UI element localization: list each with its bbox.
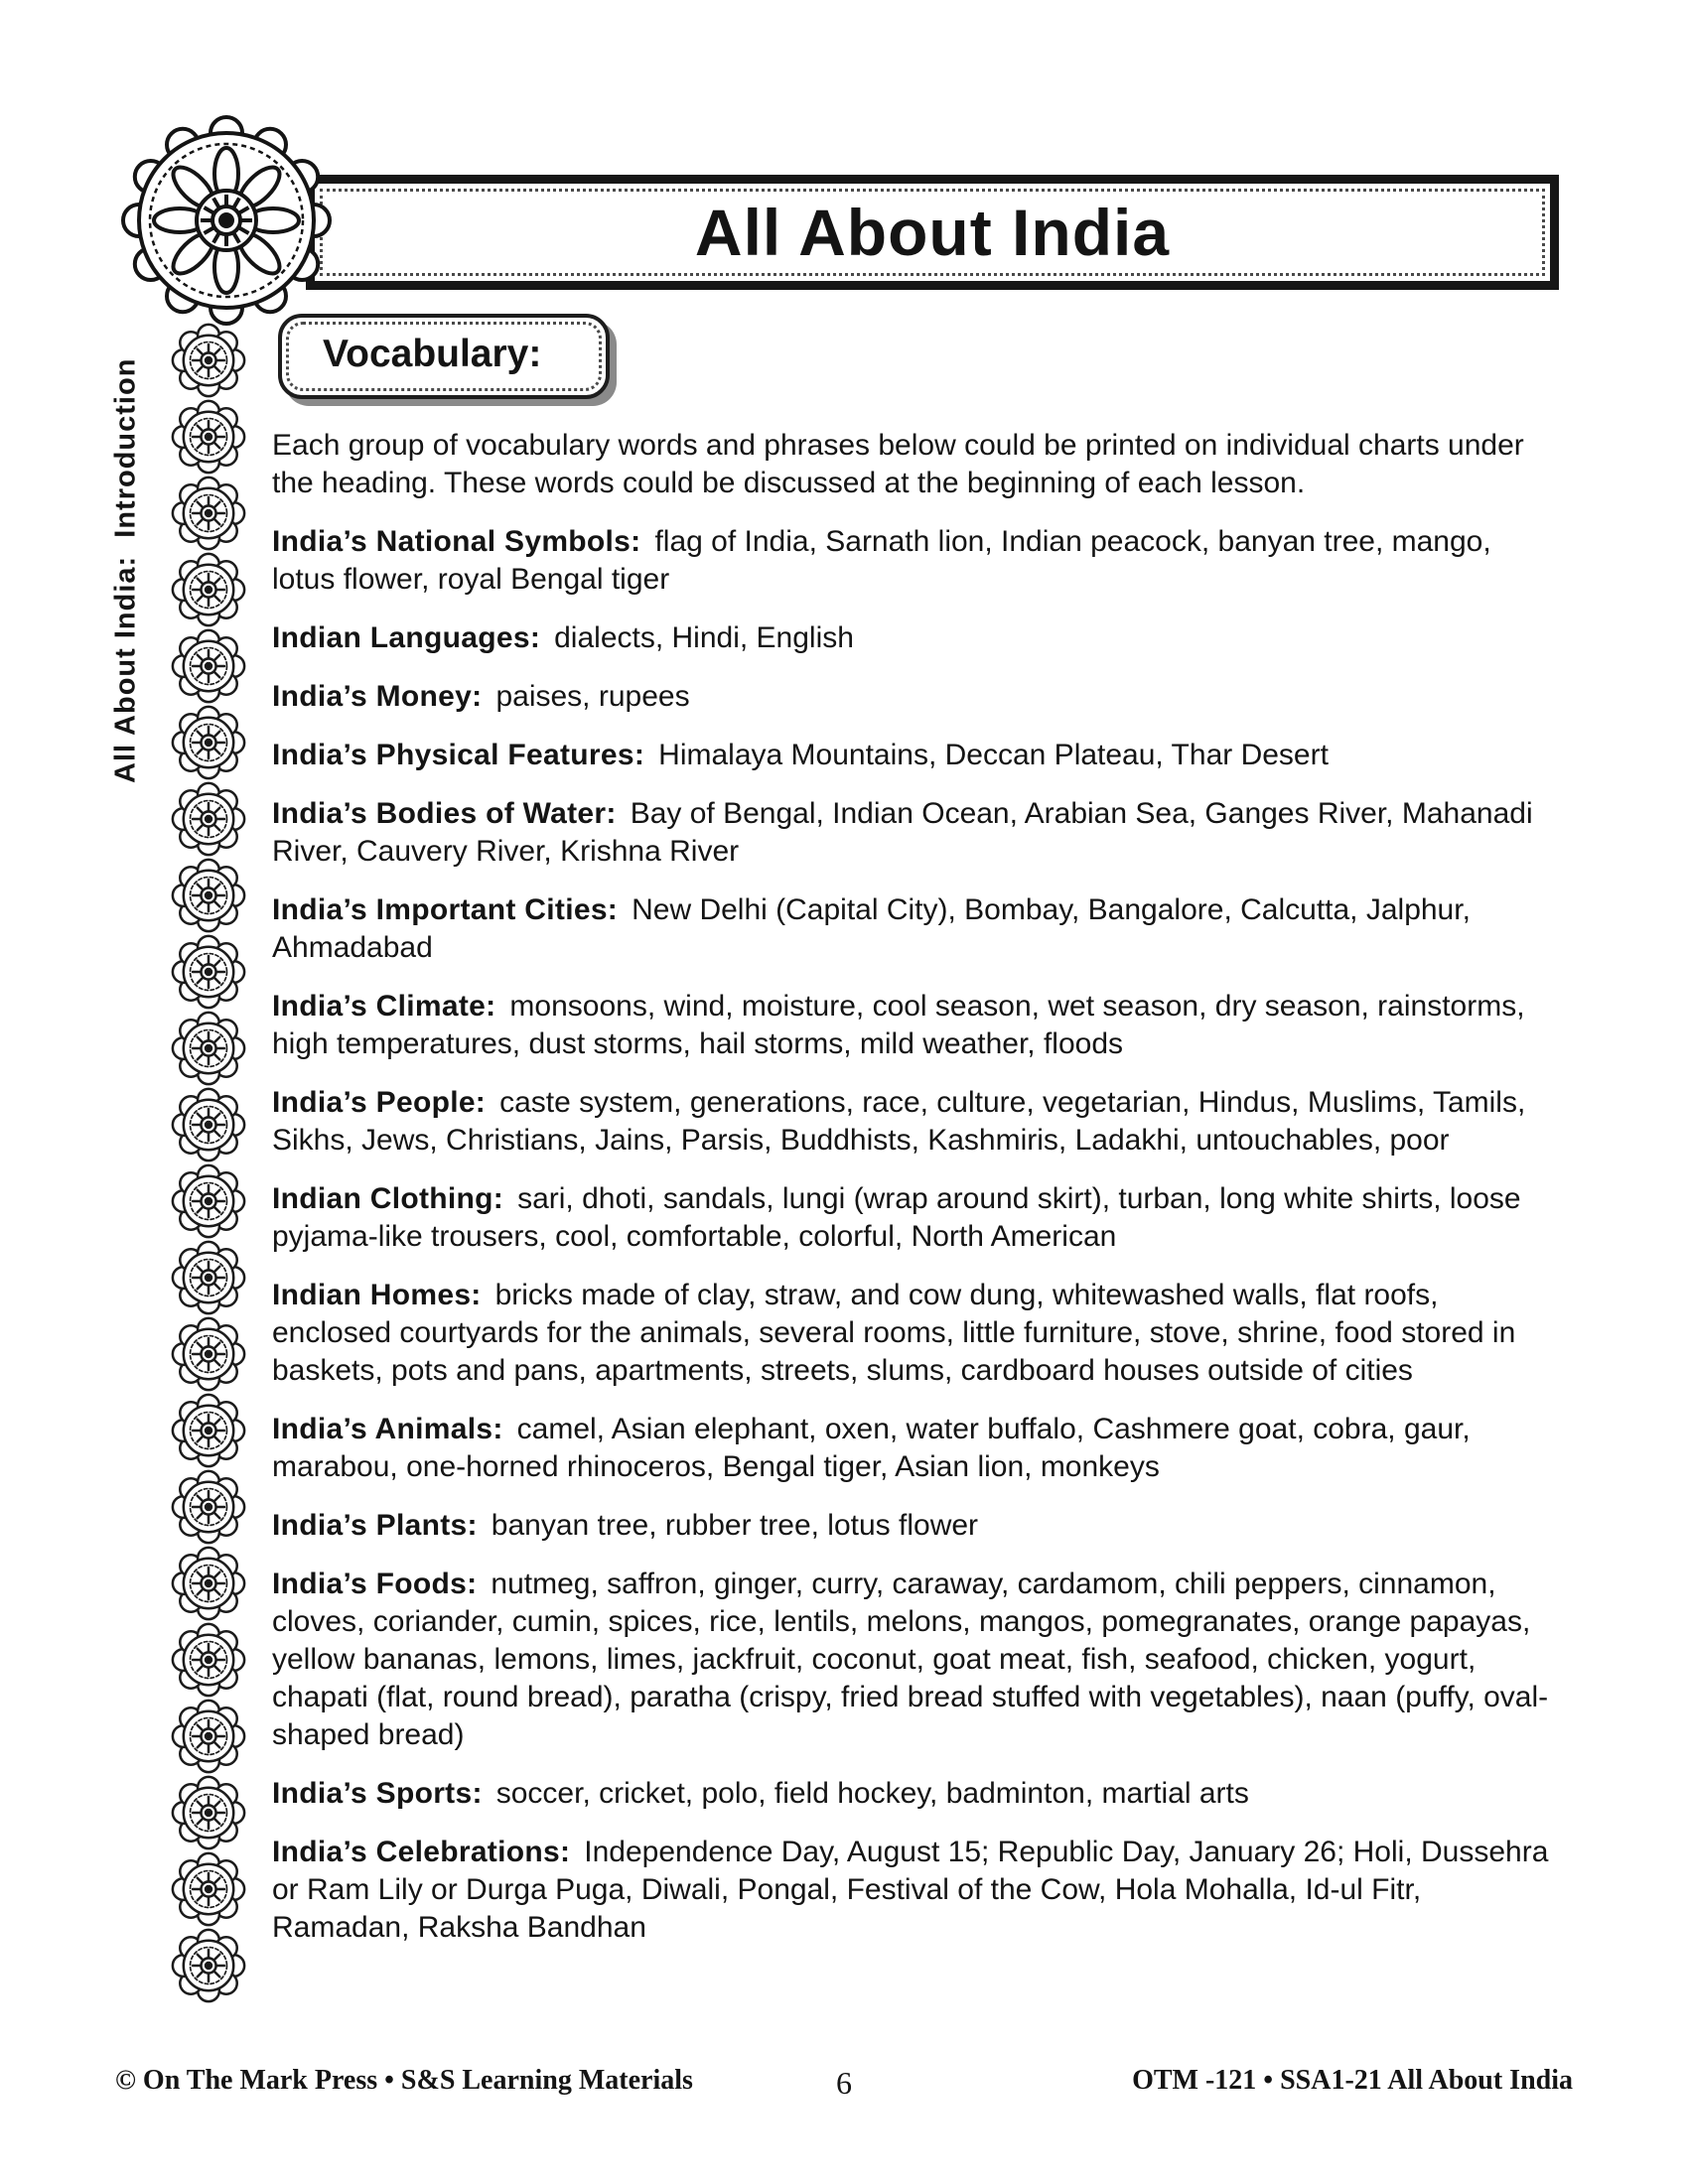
vocab-entry xyxy=(272,1507,1559,1545)
flower-medallion-icon xyxy=(167,472,250,555)
flower-medallion-icon xyxy=(167,1389,250,1472)
vocab-terms: Bay of Bengal, Indian Ocean, Arabian Sea, Ganges River, Mahanadi River, Cauvery River, Krishna River xyxy=(272,797,1533,868)
vocab-entry xyxy=(272,1277,1559,1390)
vocab-category-label: Indian Homes: xyxy=(272,1279,482,1311)
page-title: All About India xyxy=(694,196,1171,269)
vocab-terms: caste system, generations, race, culture, vegetarian, Hindus, Muslims, Tamils, Sikhs, Jews, Christians, Jains, Parsis, Buddhists, Kashmiris, Ladakhi, untouchables, poor xyxy=(272,1086,1526,1157)
footer-publisher: © On The Mark Press • S&S Learning Materials xyxy=(115,2065,693,2096)
flower-medallion-icon xyxy=(167,1924,250,2007)
vocab-category-label: India’s Climate: xyxy=(272,990,496,1023)
vocab-category-label: India’s National Symbols: xyxy=(272,525,641,558)
flower-medallion-icon xyxy=(167,701,250,784)
flower-medallion-icon xyxy=(167,1695,250,1778)
vocab-entry xyxy=(272,1834,1559,1947)
flower-medallion-icon xyxy=(167,319,250,402)
vocab-category-label: India’s Celebrations: xyxy=(272,1836,571,1868)
page-number: 6 xyxy=(836,2065,852,2101)
page-footer xyxy=(115,2065,1573,2101)
vocab-entry xyxy=(272,1084,1559,1160)
vocab-terms: New Delhi (Capital City), Bombay, Bangalore, Calcutta, Jalphur, Ahmadabad xyxy=(272,893,1471,964)
vocab-entry xyxy=(272,1566,1559,1754)
vocab-category-label: India’s Important Cities: xyxy=(272,893,619,926)
vocab-entry xyxy=(272,1180,1559,1256)
vocabulary-list xyxy=(272,523,1559,1947)
vocab-terms: Himalaya Mountains, Deccan Plateau, Thar Desert xyxy=(658,739,1329,771)
vocab-category-label: India’s Plants: xyxy=(272,1509,478,1542)
vocab-terms: flag of India, Sarnath lion, Indian peacock, banyan tree, mango, lotus flower, royal Bengal tiger xyxy=(272,525,1491,596)
main-content xyxy=(272,314,1559,1947)
vocab-terms: nutmeg, saffron, ginger, curry, caraway, cardamom, chili peppers, cinnamon, cloves, coriander, cumin, spices, rice, lentils, melons, mangos, pomegranates, orange papayas, yellow bananas, lemons, limes, jackfruit, coconut, goat meat, fish, seafood, chicken, yogurt, chapati (flat, round bread), paratha (crispy, fried bread stuffed with vegetables), naan (puffy, oval-shaped bread) xyxy=(272,1568,1549,1751)
vocab-category-label: India’s Foods: xyxy=(272,1568,478,1600)
vocab-terms: soccer, cricket, polo, field hockey, badminton, martial arts xyxy=(495,1777,1249,1810)
vocab-category-label: India’s People: xyxy=(272,1086,487,1119)
vocab-entry xyxy=(272,988,1559,1063)
lotus-medallion-icon xyxy=(117,111,336,330)
vocab-category-label: Indian Languages: xyxy=(272,621,541,654)
title-banner xyxy=(306,175,1559,290)
flower-medallion-icon xyxy=(167,1312,250,1396)
vocab-entry xyxy=(272,619,1559,657)
flower-medallion-icon xyxy=(167,624,250,708)
flower-medallion-icon xyxy=(167,548,250,631)
flower-medallion-icon xyxy=(167,777,250,861)
vocab-terms: banyan tree, rubber tree, lotus flower xyxy=(491,1509,979,1542)
vocab-entry xyxy=(272,1775,1559,1813)
flower-medallion-icon xyxy=(167,1542,250,1625)
flower-medallion-icon xyxy=(167,930,250,1014)
flower-medallion-icon xyxy=(167,1847,250,1931)
flower-medallion-icon xyxy=(167,395,250,478)
vocab-entry xyxy=(272,795,1559,871)
vocab-entry xyxy=(272,678,1559,716)
flower-medallion-icon xyxy=(167,1465,250,1549)
vocab-entry xyxy=(272,737,1559,774)
vocab-category-label: India’s Sports: xyxy=(272,1777,483,1810)
flower-medallion-icon xyxy=(167,1236,250,1319)
intro-paragraph: Each group of vocabulary words and phrases below could be printed on individual charts under the heading. These words could be discussed at the beginning of each lesson. xyxy=(272,429,1524,499)
vocab-terms: camel, Asian elephant, oxen, water buffalo, Cashmere goat, cobra, gaur, marabou, one-horned rhinoceros, Bengal tiger, Asian lion, monkeys xyxy=(272,1413,1471,1483)
vocab-entry xyxy=(272,1411,1559,1486)
vocab-terms: Independence Day, August 15; Republic Day, January 26; Holi, Dussehra or Ram Lily or Durga Puga, Diwali, Pongal, Festival of the Cow, Hola Mohalla, Id-ul Fitr, Ramadan, Raksha Bandhan xyxy=(272,1836,1549,1944)
footer-product-code: OTM -121 • SSA1-21 All About India xyxy=(1132,2065,1573,2096)
vocabulary-heading: Vocabulary: xyxy=(286,322,602,391)
vocab-category-label: India’s Physical Features: xyxy=(272,739,645,771)
vocab-entry xyxy=(272,891,1559,967)
flower-medallion-icon xyxy=(167,1083,250,1166)
vocab-category-label: India’s Bodies of Water: xyxy=(272,797,617,830)
vocab-category-label: India’s Animals: xyxy=(272,1413,503,1445)
title-banner-inner-border xyxy=(320,189,1545,276)
vocab-category-label: India’s Money: xyxy=(272,680,483,713)
flower-border-chain xyxy=(167,326,250,2007)
vocab-terms: sari, dhoti, sandals, lungi (wrap around skirt), turban, long white shirts, loose pyjama-like trousers, cool, comfortable, colorful, North American xyxy=(272,1182,1521,1253)
sidebar-section-label: All About India: Introduction xyxy=(109,357,142,784)
vocab-terms: bricks made of clay, straw, and cow dung, whitewashed walls, flat roofs, enclosed courtyards for the animals, several rooms, little furniture, stove, shrine, food stored in baskets, pots and pans, apartments, streets, slums, cardboard houses outside of cities xyxy=(272,1279,1516,1387)
vocab-terms: dialects, Hindi, English xyxy=(554,621,854,654)
flower-medallion-icon xyxy=(167,1618,250,1702)
flower-medallion-icon xyxy=(167,1771,250,1854)
vocab-terms: monsoons, wind, moisture, cool season, wet season, dry season, rainstorms, high temperatures, dust storms, hail storms, mild weather, floods xyxy=(272,990,1525,1060)
flower-medallion-icon xyxy=(167,1007,250,1090)
flower-medallion-icon xyxy=(167,1160,250,1243)
vocab-terms: paises, rupees xyxy=(495,680,690,713)
vocab-category-label: Indian Clothing: xyxy=(272,1182,504,1215)
flower-medallion-icon xyxy=(167,854,250,937)
vocab-entry xyxy=(272,523,1559,599)
